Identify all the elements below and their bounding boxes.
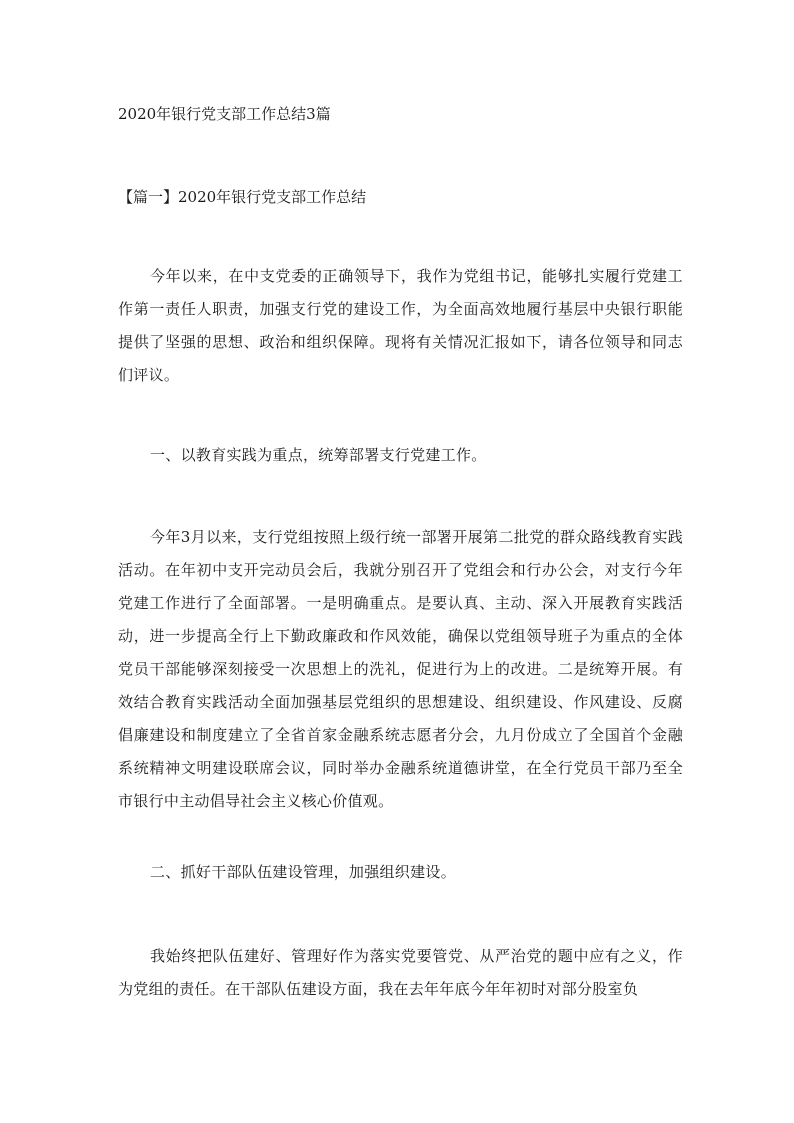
section-title: 【篇一】2020年银行党支部工作总结	[118, 188, 367, 206]
document-title: 2020年银行党支部工作总结3篇	[118, 105, 331, 123]
section-heading-1: 一、以教育实践为重点，统筹部署支行党建工作。	[150, 446, 487, 464]
body-paragraph-1: 今年3月以来，支行党组按照上级行统一部署开展第二批党的群众路线教育实践活动。在年初中支开完动员会后，我就分别召开了党组会和行办公会，对支行今年党建工作进行了全面部署。一是明确重点。是要认真、主动、深入开展教育实践活动，进一步提高全行上下勤政廉政和作风效能，确保以党组领导班子为重点的全体党员干部能够深刻接受一次思想上的洗礼，促进行为上的改进。二是统筹开展。有效结合教育实践活动全面加强基层党组织的思想建设、组织建设、作风建设、反腐倡廉建设和制度建立了全省首家金融系统志愿者分会，九月份成立了全国首个金融系统精神文明建设联席会议，同时举办金融系统道德讲堂，在全行党员干部乃至全市银行中主动倡导社会主义核心价值观。	[118, 528, 683, 810]
body-paragraph-2: 我始终把队伍建好、管理好作为落实党要管党、从严治党的题中应有之义，作为党组的责任。在干部队伍建设方面，我在去年年底今年年初时对部分股室负	[118, 947, 683, 998]
section-heading-2: 二、抓好干部队伍建设管理，加强组织建设。	[150, 863, 457, 881]
intro-paragraph: 今年以来，在中支党委的正确领导下，我作为党组书记，能够扎实履行党建工作第一责任人职责，加强支行党的建设工作，为全面高效地履行基层中央银行职能提供了坚强的思想、政治和组织保障。现将有关情况汇报如下，请各位领导和同志们评议。	[118, 267, 683, 384]
